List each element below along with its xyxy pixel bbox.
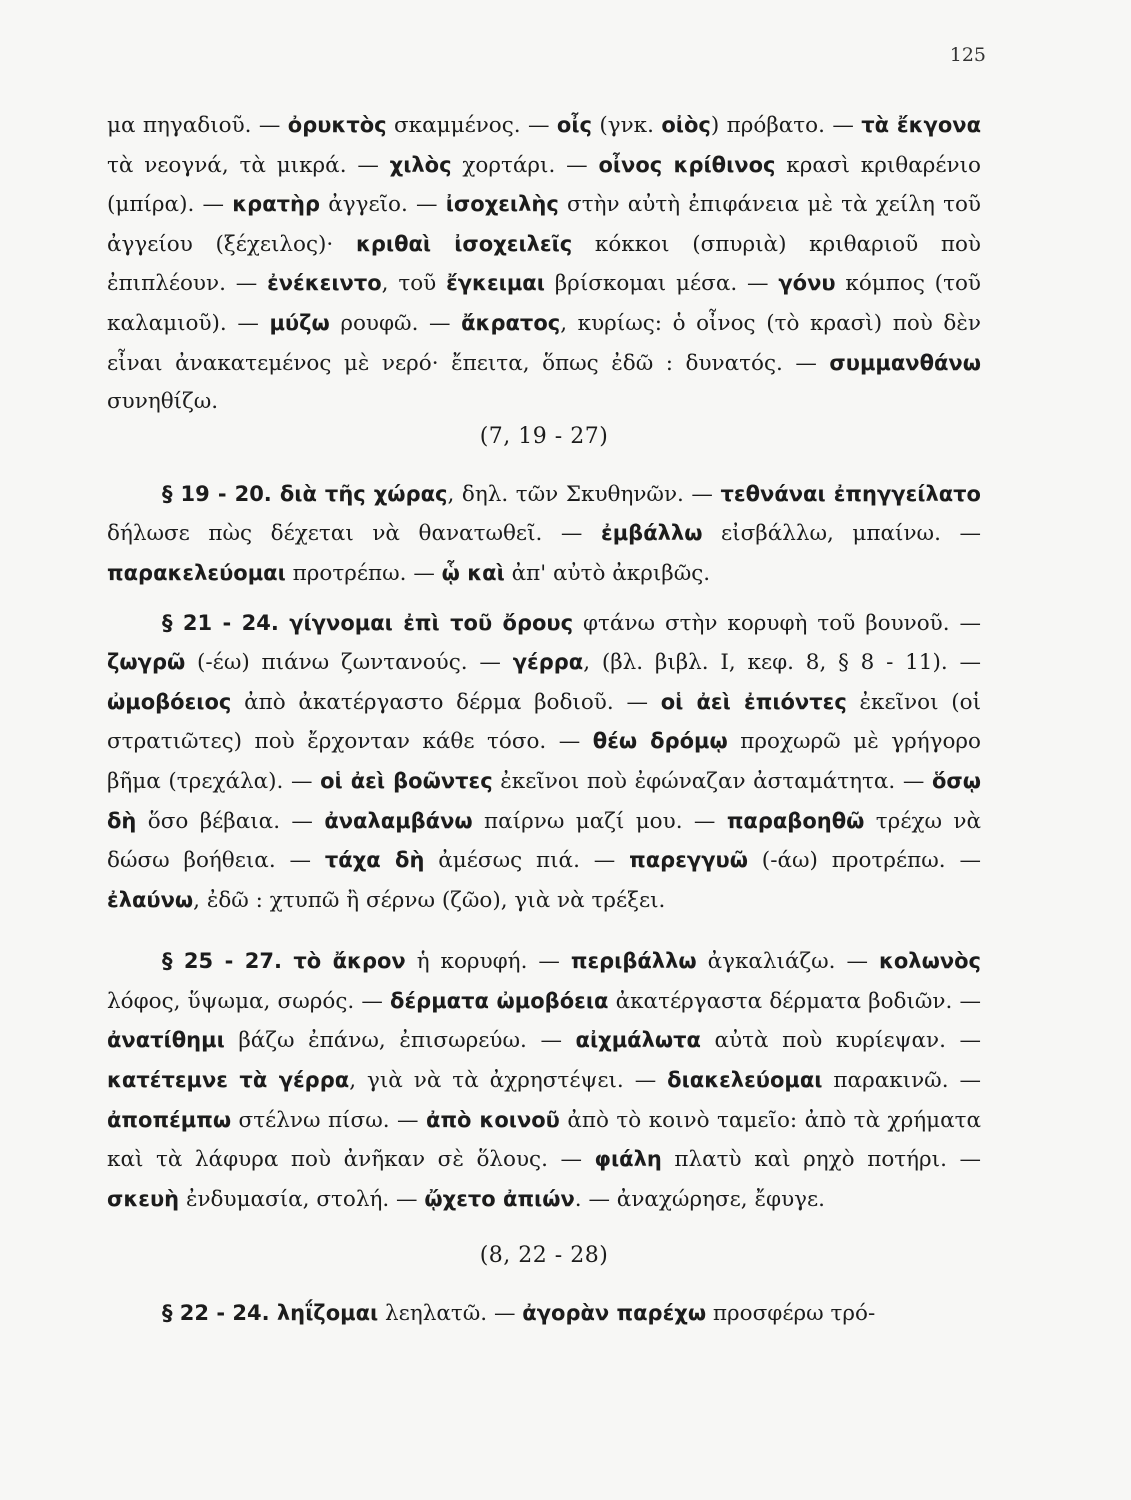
- term: τεθνάναι ἐπηγγείλατο: [720, 481, 981, 506]
- term: οἶς: [556, 113, 592, 137]
- section-heading: (7, 19 - 27): [479, 423, 609, 449]
- text: κόμπος (τοῦ καλαμιοῦ). —: [107, 271, 981, 336]
- text: , δηλ. τῶν Σκυθηνῶν. —: [447, 481, 721, 507]
- text: κόκκοι (σπυριὰ) κριθαριοῦ ποὺ ἐπιπλέουν. —: [107, 231, 981, 297]
- text: παίρνω μαζί μου. —: [472, 808, 727, 834]
- page-body: [107, 106, 981, 1334]
- section-ref: § 19 - 20. διὰ τῆς χώρας: [162, 481, 448, 506]
- text: προτρέπω. —: [285, 560, 442, 586]
- term: ἰσοχειλὴς: [445, 192, 559, 217]
- text: αὐτὰ ποὺ κυρίεψαν. —: [700, 1028, 981, 1054]
- term: ζωγρῶ: [107, 650, 186, 675]
- paragraph-glossary-2: [107, 475, 981, 594]
- text: , γιὰ νὰ τὰ ἀχρηστέψει. —: [349, 1068, 668, 1094]
- section-ref: § 22 - 24. ληΐζομαι: [162, 1301, 379, 1326]
- text: σκαμμένος. —: [386, 113, 557, 138]
- text: (-άω) προτρέπω. —: [747, 848, 981, 874]
- paragraph-glossary-4: [107, 942, 981, 1219]
- term: περιβάλλω: [570, 949, 697, 974]
- text: ἐκεῖνοι (οἱ στρατιῶτες) ποὺ ἔρχονταν κάθε τόσο. —: [107, 689, 981, 755]
- term: παραβοηθῶ: [726, 808, 865, 833]
- term: ἀναλαμβάνω: [324, 808, 473, 833]
- term: οἶνος κρίθινος: [598, 152, 776, 177]
- text: προσφέρω τρό-: [706, 1301, 876, 1327]
- term: οἰὸς: [661, 113, 711, 137]
- text: ἀγγεῖο. —: [320, 192, 446, 218]
- term: ἐλαύνω: [107, 887, 194, 912]
- section-ref: § 21 - 24. γίγνομαι ἐπὶ τοῦ ὄρους: [162, 610, 574, 635]
- text: πλατὺ καὶ ρηχὸ ποτήρι. —: [661, 1147, 982, 1173]
- term: κατέτεμνε τὰ γέρρα: [107, 1068, 350, 1093]
- term: ἄκρατος: [461, 310, 561, 335]
- text: τὰ νεογνά, τὰ μικρά. —: [107, 152, 390, 178]
- term: ᾧ καὶ: [441, 560, 505, 585]
- term: παρεγγυῶ: [629, 848, 748, 873]
- text: , ἐδῶ : χτυπῶ ἢ σέρνω (ζῶο), γιὰ νὰ τρέξει.: [193, 887, 666, 913]
- text: . — ἀναχώρησε, ἔφυγε.: [574, 1186, 825, 1212]
- term: διακελεύομαι: [667, 1068, 823, 1093]
- term: ἔγκειμαι: [446, 271, 545, 296]
- term: μύζω: [269, 310, 330, 335]
- text: μα πηγαδιοῦ. —: [107, 113, 288, 138]
- text: ἀπὸ τὸ κοινὸ ταμεῖο: ἀπὸ τὰ χρήματα καὶ τὰ λάφυρα ποὺ ἀνῆκαν σὲ ὅλους. —: [107, 1107, 982, 1173]
- term: κρατὴρ: [232, 192, 321, 217]
- text: ἀπὸ ἀκατέργαστο δέρμα βοδιοῦ. —: [231, 689, 661, 715]
- term: γέρρα: [512, 650, 584, 675]
- text: ἀγκαλιάζω. —: [696, 949, 879, 975]
- text: ἀμέσως πιά. —: [424, 848, 630, 874]
- term: χιλὸς: [389, 152, 452, 177]
- text: λεηλατῶ. —: [378, 1301, 523, 1327]
- text: στέλνω πίσω. —: [231, 1107, 427, 1133]
- paragraph-glossary-1: [107, 106, 981, 422]
- term: ᾤχετο ἀπιών: [424, 1186, 575, 1211]
- paragraph-glossary-5: [107, 1294, 981, 1334]
- term: ἀγορὰν παρέχω: [522, 1301, 707, 1326]
- term: οἱ ἀεὶ ἐπιόντες: [660, 689, 847, 714]
- text: ἀπ' αὐτὸ ἀκριβῶς.: [504, 560, 711, 586]
- section-heading: (8, 22 - 28): [479, 1243, 609, 1269]
- term: ἀποπέμπω: [107, 1107, 232, 1132]
- text: ὅσο βέβαια. —: [136, 808, 325, 834]
- term: κολωνὸς: [878, 949, 982, 974]
- text: κρασὶ κριθαρένιο (μπίρα). —: [107, 152, 981, 218]
- term: συμμανθάνω: [829, 350, 981, 375]
- term: ἀπὸ κοινοῦ: [426, 1107, 560, 1132]
- term: σκευὴ: [107, 1186, 180, 1211]
- text: (-έω) πιάνω ζωντανούς. —: [185, 650, 513, 676]
- text: (γνκ.: [591, 113, 662, 138]
- text: , τοῦ: [381, 271, 447, 297]
- text: βάζω ἐπάνω, ἐπισωρεύω. —: [224, 1028, 576, 1054]
- text: ἐνδυμασία, στολή. —: [179, 1186, 425, 1212]
- text: παρακινῶ. —: [822, 1068, 981, 1094]
- page-number: 125: [949, 44, 986, 66]
- text: τρέχω νὰ δώσω βοήθεια. —: [107, 808, 982, 874]
- section-ref: § 25 - 27. τὸ ἄκρον: [162, 949, 406, 974]
- text: ἡ κορυφή. —: [405, 949, 571, 975]
- term: τὰ ἔκγονα: [861, 113, 982, 137]
- text: συνηθίζω.: [107, 389, 219, 415]
- text: ρουφῶ. —: [329, 310, 462, 336]
- text: , (βλ. βιβλ. Ι, κεφ. 8, § 8 - 11). —: [583, 650, 981, 676]
- term: τάχα δὴ: [324, 848, 425, 873]
- term: ὀρυκτὸς: [287, 113, 387, 137]
- text: , κυρίως: ὁ οἶνος (τὸ κρασὶ) ποὺ δὲν εἶναι ἀνακατεμένος μὲ νερό· ἔπειτα, ὅπως ἐδῶ : δυνατός. —: [107, 310, 981, 376]
- text: ἀκατέργαστα δέρματα βοδιῶν. —: [608, 988, 981, 1014]
- paragraph-glossary-3: [107, 604, 981, 921]
- term: αἰχμάλωτα: [575, 1028, 701, 1053]
- text: εἰσβάλλω, μπαίνω. —: [702, 521, 982, 547]
- text: χορτάρι. —: [451, 152, 599, 178]
- text: φτάνω στὴν κορυφὴ τοῦ βουνοῦ. —: [573, 610, 981, 636]
- text: λόφος, ὕψωμα, σωρός. —: [107, 988, 391, 1014]
- text: ἐκεῖνοι ποὺ ἐφώναζαν ἀσταμάτητα. —: [492, 768, 932, 794]
- text: δήλωσε πὼς δέχεται νὰ θανατωθεῖ. —: [107, 521, 602, 547]
- term: ἐμβάλλω: [601, 521, 703, 546]
- term: κριθαὶ ἰσοχειλεῖς: [355, 231, 573, 256]
- term: δέρματα ὠμοβόεια: [390, 988, 609, 1013]
- term: ὅσῳ δὴ: [107, 768, 981, 833]
- term: ὠμοβόειος: [107, 689, 232, 714]
- term: ἐνέκειντο: [267, 271, 382, 296]
- term: γόνυ: [778, 271, 836, 296]
- text: προχωρῶ μὲ γρήγορο βῆμα (τρεχάλα). —: [107, 729, 981, 794]
- term: ἀνατίθημι: [107, 1028, 225, 1053]
- text: στὴν αὐτὴ ἐπιφάνεια μὲ τὰ χείλη τοῦ ἀγγείου (ξέχειλος)·: [107, 192, 981, 257]
- term: παρακελεύομαι: [107, 560, 286, 585]
- term: φιάλη: [594, 1147, 662, 1172]
- term: οἱ ἀεὶ βοῶντες: [320, 768, 493, 793]
- term: θέω δρόμῳ: [592, 729, 728, 754]
- text: ) πρόβατο. —: [710, 113, 862, 138]
- text: βρίσκομαι μέσα. —: [544, 271, 779, 297]
